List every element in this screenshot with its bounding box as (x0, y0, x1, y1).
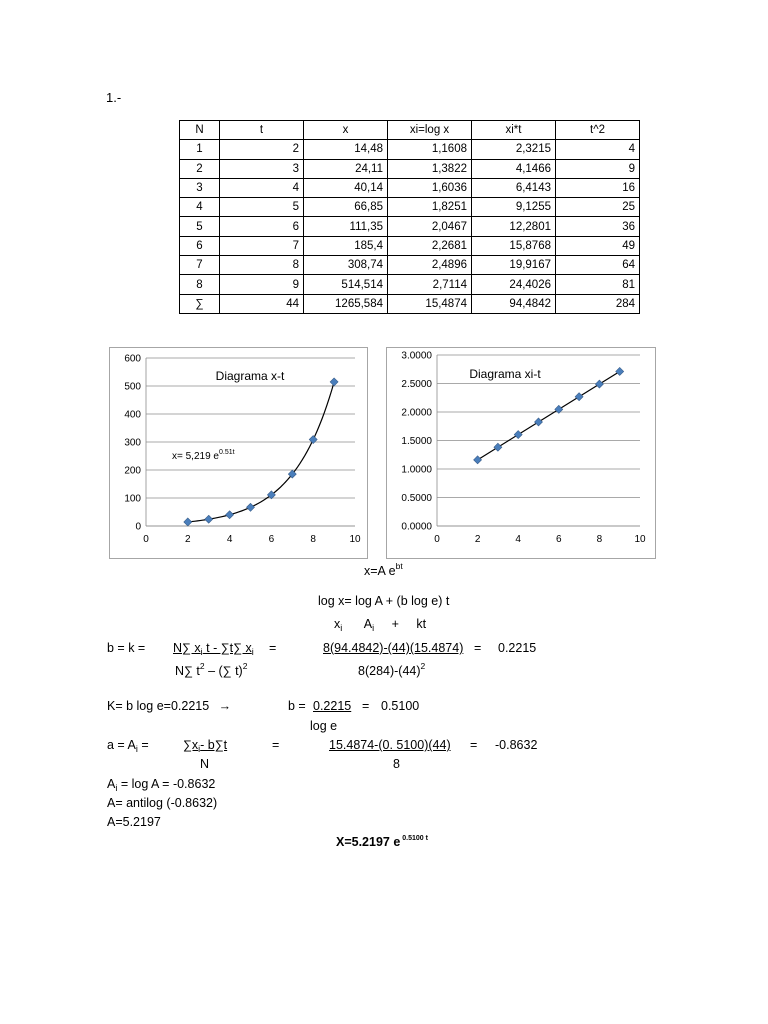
table-cell: ∑ (180, 294, 220, 313)
table-cell: 64 (556, 256, 640, 275)
ai-part1: A (107, 777, 116, 791)
table-cell: 284 (556, 294, 640, 313)
table-row (180, 198, 640, 217)
a-formula-denominator: N (200, 757, 210, 771)
table-cell: 66,85 (304, 198, 388, 217)
b2-numerator: 0.2215 (313, 699, 352, 713)
table-cell: 36 (556, 217, 640, 236)
b-den-part1: N∑ t (175, 664, 200, 678)
data-point (595, 380, 603, 388)
b-equals: = (269, 641, 277, 655)
data-point (575, 393, 583, 401)
b-calc-den-sup: 2 (420, 661, 426, 671)
a-equals: = (272, 738, 280, 752)
a-label (107, 738, 149, 754)
table-cell: 1,8251 (388, 198, 472, 217)
b-label: b = k = (107, 641, 146, 655)
a-num-part1: ∑x (183, 738, 199, 752)
sub-x-index: i (340, 623, 343, 633)
data-point (226, 511, 234, 519)
y-tick-label: 0.0000 (401, 521, 432, 533)
b2-result: 0.5100 (381, 699, 420, 713)
arrow-icon: → (218, 699, 232, 713)
y-tick-label: 200 (124, 465, 141, 477)
y-tick-label: 2.0000 (401, 407, 432, 419)
table-cell: 9 (220, 275, 304, 294)
table-header-cell: t (220, 121, 304, 140)
y-tick-label: 0 (135, 521, 141, 533)
x-tick-label: 8 (596, 534, 603, 545)
a-label-part1: a = A (107, 738, 136, 752)
model-exp: bt (395, 561, 403, 571)
data-point (535, 418, 543, 426)
table-cell: 8 (220, 256, 304, 275)
y-tick-label: 100 (124, 493, 141, 505)
b-equals-2: = (474, 641, 482, 655)
a-equals-2: = (470, 738, 478, 752)
final-equation (336, 835, 428, 849)
chart-svg (387, 348, 655, 558)
table-cell: 514,514 (304, 275, 388, 294)
table-body (180, 140, 640, 314)
table-cell: 8 (180, 275, 220, 294)
data-point (514, 431, 522, 439)
table-cell: 44 (220, 294, 304, 313)
table-cell: 1,6036 (388, 178, 472, 197)
table-row (180, 178, 640, 197)
b-num-part2: t - ∑t∑ x (202, 641, 252, 655)
table-cell: 24,4026 (472, 275, 556, 294)
table-cell: 25 (556, 198, 640, 217)
sub-a: A (363, 617, 373, 631)
trendline-equation: x= 5,219 $e^{0.51t}$ (172, 449, 235, 462)
table-cell: 14,48 (304, 140, 388, 159)
table-cell: 5 (220, 198, 304, 217)
data-point (247, 503, 255, 511)
table-cell: 9,1255 (472, 198, 556, 217)
chart-xi-t (386, 347, 656, 559)
b-formula-denominator (175, 661, 247, 678)
ai-part2: = log A = -0.8632 (117, 777, 216, 791)
table-cell: 7 (220, 236, 304, 255)
table-header-cell: xi=log x (388, 121, 472, 140)
data-point (616, 367, 624, 375)
table-header-cell: xi*t (472, 121, 556, 140)
table-cell: 4,1466 (472, 159, 556, 178)
b-calc-den-base: 8(284)-(44) (358, 664, 421, 678)
model-equation (364, 561, 403, 578)
table-cell: 40,14 (304, 178, 388, 197)
table-cell: 308,74 (304, 256, 388, 275)
table-cell: 2,4896 (388, 256, 472, 275)
table-row (180, 217, 640, 236)
sub-plus: + (391, 617, 399, 631)
table-cell: 3 (220, 159, 304, 178)
chart-title: Diagrama xi-t (469, 367, 541, 381)
b-den-sup2: 2 (242, 661, 248, 671)
table-cell: 15,8768 (472, 236, 556, 255)
table-cell: 2 (180, 159, 220, 178)
table-cell: 6 (180, 236, 220, 255)
y-tick-label: 1.5000 (401, 436, 432, 447)
table-cell: 1265,584 (304, 294, 388, 313)
table-cell: 81 (556, 275, 640, 294)
table-cell: 2,3215 (472, 140, 556, 159)
table-row (180, 256, 640, 275)
x-tick-label: 0 (143, 534, 149, 545)
table-row (180, 236, 640, 255)
a-num-sub: i (198, 744, 201, 754)
table-cell: 94,4842 (472, 294, 556, 313)
a-label-part2: = (137, 738, 149, 752)
table-cell: 4 (180, 198, 220, 217)
x-tick-label: 10 (349, 534, 361, 545)
a-formula-numerator (183, 738, 227, 754)
table-cell: 4 (556, 140, 640, 159)
table-cell: 16 (556, 178, 640, 197)
chart-x-t (109, 347, 368, 559)
sub-a-index: i (372, 623, 375, 633)
table-cell: 9 (556, 159, 640, 178)
a-calc-denominator: 8 (393, 757, 400, 771)
antilog-line: A= antilog (-0.8632) (107, 796, 218, 810)
data-point (184, 518, 192, 526)
final-exp: 0.5100 t (400, 835, 428, 842)
x-tick-label: 6 (556, 534, 562, 545)
k-text: K= b log e=0.2215 (107, 699, 210, 713)
b-num-sub2: i (251, 647, 254, 657)
final-base: X=5.2197 e (336, 835, 401, 849)
table-cell: 19,9167 (472, 256, 556, 275)
x-tick-label: 2 (474, 534, 481, 545)
x-tick-label: 0 (434, 534, 440, 545)
y-tick-label: 500 (124, 381, 141, 393)
y-tick-label: 3.0000 (401, 350, 432, 362)
b2-denominator: log e (310, 719, 338, 733)
table-cell: 15,4874 (388, 294, 472, 313)
table-cell: 2,0467 (388, 217, 472, 236)
b2-equals: = (362, 699, 370, 713)
b-calc-denominator (358, 661, 425, 678)
table-cell: 1,1608 (388, 140, 472, 159)
table-cell: 2 (220, 140, 304, 159)
table-header-cell: t^2 (556, 121, 640, 140)
y-tick-label: 400 (124, 409, 141, 421)
chart-title: Diagrama x-t (215, 369, 285, 383)
table-row (180, 294, 640, 313)
y-tick-label: 0.5000 (401, 493, 432, 504)
y-tick-label: 1.0000 (401, 464, 432, 476)
table-row (180, 275, 640, 294)
table-cell: 1,3822 (388, 159, 472, 178)
table-row (180, 159, 640, 178)
ai-sub: i (115, 783, 118, 793)
b-den-sup1: 2 (199, 661, 205, 671)
y-tick-label: 300 (124, 437, 141, 449)
a-num-part2: - b∑t (200, 738, 228, 752)
data-point (205, 515, 213, 523)
table-cell: 24,11 (304, 159, 388, 178)
a-value-line: A=5.2197 (107, 815, 161, 829)
log-equation: log x= log A + (b log e) t (318, 594, 450, 608)
b-den-part2: – (∑ t) (204, 664, 243, 678)
table-cell: 185,4 (304, 236, 388, 255)
table-cell: 2,2681 (388, 236, 472, 255)
y-tick-label: 600 (124, 353, 141, 365)
table-header-row (180, 121, 640, 140)
b-num-sub1: i (200, 647, 203, 657)
x-tick-label: 2 (185, 534, 191, 545)
table-cell: 3 (180, 178, 220, 197)
table-cell: 12,2801 (472, 217, 556, 236)
data-point (330, 378, 338, 386)
data-point (494, 443, 502, 451)
sub-kt: kt (416, 617, 427, 631)
x-tick-label: 10 (634, 534, 646, 545)
a-calc-numerator: 15.4874-(0. 5100)(44) (329, 738, 451, 752)
table-cell: 49 (556, 236, 640, 255)
table-cell: 111,35 (304, 217, 388, 236)
table-cell: 1 (180, 140, 220, 159)
b-formula-numerator (173, 641, 254, 657)
data-table (179, 120, 640, 314)
b-result: 0.2215 (498, 641, 537, 655)
substitution-row (334, 617, 426, 633)
table-cell: 6 (220, 217, 304, 236)
a-result: -0.8632 (495, 738, 538, 752)
chart-svg (110, 348, 367, 558)
b-calc-numerator: 8(94.4842)-(44)(15.4874) (323, 641, 464, 655)
table-header-cell: N (180, 121, 220, 140)
x-tick-label: 6 (268, 534, 275, 545)
b-num-part1: N∑ x (173, 641, 201, 655)
table-cell: 2,7114 (388, 275, 472, 294)
y-tick-label: 2.5000 (401, 379, 432, 390)
table-cell: 6,4143 (472, 178, 556, 197)
model-base: x=A e (364, 564, 396, 578)
x-tick-label: 4 (515, 534, 521, 545)
b2-label: b = (288, 699, 306, 713)
data-point (474, 456, 482, 464)
table-cell: 7 (180, 256, 220, 275)
x-tick-label: 4 (226, 534, 233, 545)
table-cell: 4 (220, 178, 304, 197)
sub-x: x (334, 617, 341, 631)
table-header-cell: x (304, 121, 388, 140)
x-tick-label: 8 (310, 534, 316, 545)
exercise-number: 1.- (106, 90, 122, 105)
ai-line (107, 777, 215, 793)
table-cell: 5 (180, 217, 220, 236)
a-label-sub: i (135, 744, 138, 754)
table-row (180, 140, 640, 159)
k-line (107, 699, 231, 713)
